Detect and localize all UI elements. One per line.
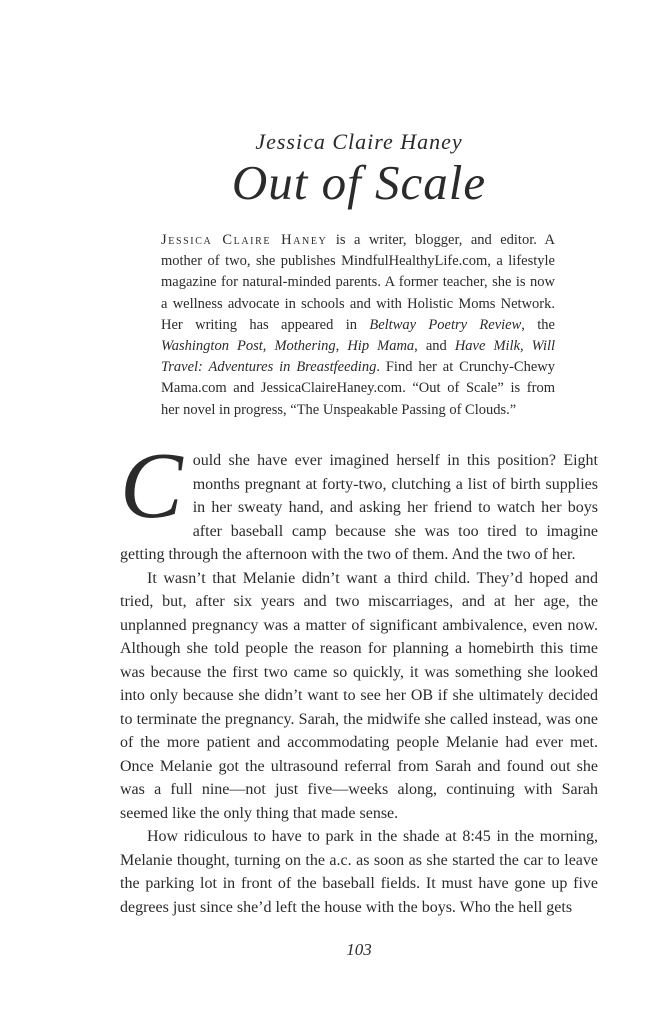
drop-cap: C	[120, 434, 183, 538]
bio-segment-italic: Have Milk, Will Travel: Adventures in Breastfeeding	[161, 338, 556, 376]
chapter-header	[120, 129, 598, 209]
bio-segment-normal: ,	[262, 338, 275, 355]
bio-segment-normal: is a writer, blogger, and editor. A mother of two, she publishes MindfulHealthyLife.com, a lifestyle magazine for natural-minded parents. A former teacher, she is now a wellness advocate in schools and with Holistic Moms Network. Her writing has appeared in	[161, 232, 555, 333]
bio-segment-smallcaps: Jessica Claire Haney	[161, 232, 328, 248]
paragraph: How ridiculous to have to park in the shade at 8:45 in the morning, Melanie thought, turning on the a.c. as soon as she started the car to leave the parking lot in front of the baseball fields. It must have gone up five degrees just since she’d left the house with the boys. Who the hell gets	[120, 828, 598, 916]
bio-segment-italic: Hip Mama	[347, 338, 415, 355]
paragraph: Could she have ever imagined herself in this position? Eight months pregnant at forty-two, clutching a list of birth supplies in her sweaty hand, and asking her friend to watch her boys after baseball camp because she was too tired to imagine getting through the afternoon with the two of them. And the two of her.	[120, 434, 598, 563]
page-number: 103	[346, 940, 372, 959]
bio-segment-normal: , the	[521, 316, 555, 333]
bio-segment-normal: , and	[414, 338, 455, 355]
bio-segment-italic: Mothering	[274, 338, 336, 355]
story-text	[120, 434, 598, 919]
paragraph: It wasn’t that Melanie didn’t want a third child. They’d hoped and tried, but, after six years and two miscarriages, and at her age, the unplanned pregnancy was a matter of significant ambivalence, even now. Although she told people the reason for planning a homebirth this time was because the first two came so quickly, it was something she looked into only because she didn’t want to see her OB if she ultimately decided to terminate the pregnancy. Sarah, the midwife she called instead, was one of the more patient and accommodating people Melanie had ever met. Once Melanie got the ultrasound referral from Sarah and found out she was a full nine—not just five—weeks along, continuing with Sarah seemed like the only thing that made sense.	[120, 569, 598, 822]
author-bio	[161, 230, 555, 421]
bio-segment-normal: . Find her at Crunchy-Chewy Mama.com and JessicaClaireHaney.com. “Out of Scale” is from her novel in progress, “The Unspeakable Passing of Clouds.”	[161, 359, 556, 418]
bio-segment-italic: Washington Post	[161, 338, 263, 355]
story-title: Out of Scale	[231, 155, 487, 211]
bio-segment-normal: ,	[335, 338, 348, 355]
bio-segment-italic: Beltway Poetry Review	[369, 316, 522, 333]
author-name: Jessica Claire Haney	[255, 129, 463, 154]
